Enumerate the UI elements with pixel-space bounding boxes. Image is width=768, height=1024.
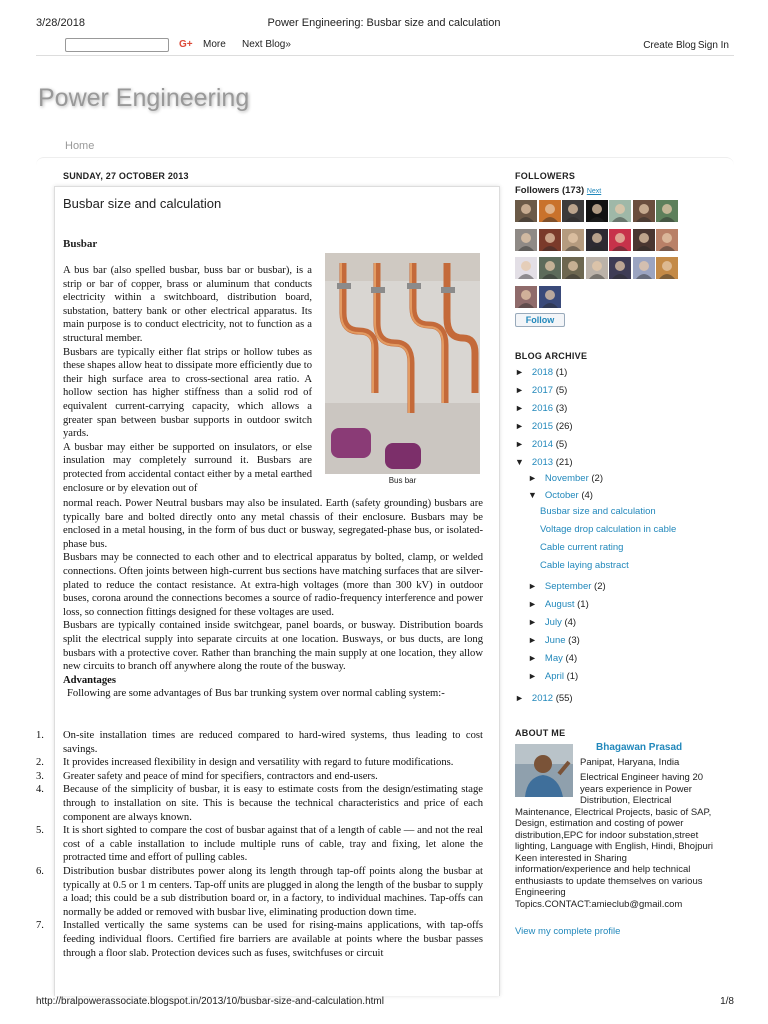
list-item-number: 6.	[36, 865, 44, 877]
list-item-text: Installed vertically the same systems can be used for rising-mains applications, with tap-offs feeding individual floors. Certified fire barriers are available at points where the busbar passes through a floor slab. Protection devices such as fuses, switchfuses or circuit	[63, 920, 483, 959]
follower-avatar[interactable]	[633, 257, 655, 279]
list-item-number: 4.	[36, 784, 44, 796]
followers-heading: FOLLOWERS	[515, 171, 576, 181]
follower-avatar[interactable]	[656, 229, 678, 251]
follower-avatar[interactable]	[633, 200, 655, 222]
follower-avatar[interactable]	[609, 200, 631, 222]
list-item-text: Because of the simplicity of busbar, it is easy to estimate costs from the design/estimating stage through to installation on site. This is because the technical characteristics and price of each component are always known.	[63, 784, 483, 823]
archive-item[interactable]	[515, 385, 567, 396]
follower-avatar[interactable]	[656, 200, 678, 222]
archive-item[interactable]	[515, 693, 573, 704]
archive-item[interactable]	[528, 599, 589, 610]
print-page-number: 1/8	[720, 996, 734, 1007]
archive-count: (1)	[577, 599, 589, 610]
archive-count: (55)	[555, 693, 573, 704]
toggle-arrow-icon[interactable]: ►	[515, 403, 524, 413]
archive-item[interactable]	[528, 581, 606, 592]
follower-avatar[interactable]	[539, 200, 561, 222]
archive-count: (2)	[594, 581, 606, 592]
sign-in-link[interactable]: Sign In	[697, 40, 729, 51]
blog-title[interactable]: Power Engineering	[38, 84, 250, 112]
author-description	[515, 772, 715, 910]
follower-avatar[interactable]	[586, 229, 608, 251]
archive-label[interactable]: 2015	[531, 421, 554, 432]
archive-item[interactable]	[515, 457, 573, 468]
follower-avatar[interactable]	[562, 200, 584, 222]
archive-item[interactable]	[528, 490, 593, 501]
list-item-number: 7.	[36, 920, 44, 932]
archive-item[interactable]	[515, 367, 567, 378]
archive-count: (4)	[565, 653, 578, 664]
view-profile-link[interactable]: View my complete profile	[515, 926, 621, 937]
author-name[interactable]: Bhagawan Prasad	[596, 742, 683, 753]
follower-avatar[interactable]	[656, 257, 678, 279]
post-subheading: Busbar	[63, 238, 98, 250]
list-item	[36, 919, 483, 960]
toggle-arrow-icon[interactable]: ►	[528, 599, 537, 609]
advantages-heading: Advantages	[63, 674, 116, 686]
follower-avatar[interactable]	[633, 229, 655, 251]
archive-label[interactable]: 2013	[531, 457, 554, 468]
archive-label[interactable]: September	[544, 581, 592, 592]
archive-label[interactable]: October	[544, 490, 579, 501]
archive-post-link[interactable]: Cable laying abstract	[540, 560, 629, 571]
post-paragraph: Busbars are typically contained inside switchgear, panel boards, or busway. Distribution boards split the electrical supply into separate circuits at one location. Busways, or bus ducts, are long busbars with a protective cover. Rather than branching the main supply at one location, they allow new circuits to branch off anywhere along the route of the busway.	[63, 620, 483, 673]
follower-avatar[interactable]	[609, 229, 631, 251]
list-item-text: It provides increased flexibility in design and versatility with regard to future modifications.	[63, 757, 454, 769]
post-date: SUNDAY, 27 OCTOBER 2013	[63, 171, 189, 181]
archive-label[interactable]: July	[544, 617, 562, 628]
post-title[interactable]: Busbar size and calculation	[63, 196, 222, 211]
post-paragraph: A bus bar (also spelled busbar, buss bar or busbar), is a strip or bar of copper, brass or aluminum that conducts electricity within a switchboard, distribution board, substation, battery bank or other electrical apparatus. Its main purpose is to conduct electricity, not to function as a structural member.	[63, 265, 312, 344]
follow-button[interactable]: Follow	[515, 313, 565, 327]
toggle-arrow-icon[interactable]: ►	[528, 653, 537, 663]
archive-post-link[interactable]: Cable current rating	[540, 542, 624, 553]
about-me-heading: ABOUT ME	[515, 728, 566, 738]
archive-count: (4)	[581, 490, 593, 501]
follower-avatar[interactable]	[586, 257, 608, 279]
image-caption: Bus bar	[388, 476, 417, 485]
archive-label[interactable]: 2018	[531, 367, 554, 378]
busbar-photo[interactable]	[325, 253, 480, 474]
toggle-arrow-icon[interactable]: ►	[528, 671, 537, 681]
print-url: http://bralpowerassociate.blogspot.in/2013/10/busbar-size-and-calculation.html	[36, 996, 384, 1007]
archive-label[interactable]: April	[544, 671, 564, 682]
follower-avatar[interactable]	[539, 286, 561, 308]
post-body-intro	[63, 264, 312, 495]
list-item-number: 1.	[36, 730, 44, 741]
archive-count: (4)	[564, 617, 577, 628]
list-item-number: 2.	[36, 757, 44, 769]
follower-avatar[interactable]	[609, 257, 631, 279]
followers-count	[515, 185, 601, 196]
archive-label[interactable]: 2016	[531, 403, 554, 414]
list-item-text: It is short sighted to compare the cost of busbar against that of a length of cable — and not the real cost of a cable installation to include multiple runs of cable, tray and fixing, let alone the protracted time and effort of pulling cables.	[63, 825, 483, 864]
follower-avatar[interactable]	[562, 257, 584, 279]
archive-post-link[interactable]: Busbar size and calculation	[540, 506, 656, 517]
follower-avatar[interactable]	[586, 200, 608, 222]
archive-label[interactable]: June	[544, 635, 566, 646]
archive-count: (5)	[555, 439, 568, 450]
archive-item[interactable]	[515, 403, 567, 414]
toggle-arrow-icon[interactable]: ►	[515, 421, 524, 431]
archive-post-link[interactable]: Voltage drop calculation in cable	[540, 524, 677, 535]
list-item-text: Greater safety and peace of mind for specifiers, contractors and end-users.	[63, 770, 378, 782]
blogger-navbar	[36, 34, 734, 56]
toggle-arrow-icon[interactable]: ►	[515, 367, 524, 377]
archive-count: (3)	[568, 635, 580, 646]
post-paragraph: Busbars are typically either flat strips or hollow tubes as these shapes allow heat to dissipate more efficiently due to their high surface area to cross-sectional area ratio. A hollow section has higher stiffness than a solid rod of equivalent current-carrying capacity, which allows a greater span between busbar supports in outdoor switch yards.	[63, 346, 312, 440]
toggle-arrow-icon[interactable]: ►	[528, 617, 537, 627]
list-item	[36, 756, 483, 770]
archive-item[interactable]	[528, 617, 576, 628]
toggle-arrow-icon[interactable]: ►	[528, 473, 537, 483]
archive-label[interactable]: August	[544, 599, 575, 610]
blog-archive-heading: BLOG ARCHIVE	[515, 351, 588, 361]
post-body-main	[63, 497, 483, 701]
followers-label: Followers (173)	[515, 185, 585, 196]
toggle-arrow-icon[interactable]: ►	[528, 581, 537, 591]
archive-item[interactable]	[515, 421, 573, 432]
list-item	[36, 770, 483, 784]
post-paragraph: A busbar may either be supported on insulators, or else insulation may completely surround it. Busbars are protected from accidental contact either by a metal earthed enclosure or by elevation out of	[63, 441, 312, 494]
follower-avatar[interactable]	[539, 257, 561, 279]
archive-count: (26)	[555, 421, 573, 432]
next-blog-link[interactable]: Next Blog»	[242, 39, 291, 50]
search-input[interactable]	[65, 38, 169, 52]
toggle-arrow-icon[interactable]: ▼	[528, 490, 537, 500]
google-plus-button[interactable]: G+	[179, 39, 193, 50]
list-item	[36, 783, 483, 824]
author-location: Panipat, Haryana, India	[580, 757, 680, 768]
author-description-first: Electrical Engineer having 20 years experience in Power Distribution, Electrical	[580, 772, 704, 806]
archive-count: (1)	[566, 671, 579, 682]
list-item	[36, 824, 483, 865]
follower-avatar[interactable]	[515, 200, 537, 222]
follower-avatar[interactable]	[539, 229, 561, 251]
print-date: 3/28/2018	[36, 17, 85, 29]
archive-item[interactable]	[528, 473, 603, 484]
toggle-arrow-icon[interactable]: ►	[515, 385, 524, 395]
follower-avatar[interactable]	[515, 229, 537, 251]
archive-count: (2)	[591, 473, 604, 484]
follower-avatar[interactable]	[515, 257, 537, 279]
archive-label[interactable]: 2017	[531, 385, 554, 396]
followers-next-link[interactable]: Next	[586, 188, 602, 195]
list-item-text: Distribution busbar distributes power along its length through tap-off points along the busbar at typically at 0.5 or 1 m centers. Tap-off units are plugged in along the length of the busbar to supply a load; this could be a sub distribution board or, in a factory, to individual machines. Tap-offs can normally be added or removed with busbar live, eliminating production down time.	[63, 865, 483, 918]
list-item-number: 5.	[36, 825, 44, 837]
advantages-intro: Following are some advantages of Bus bar trunking system over normal cabling system:-	[67, 688, 445, 700]
post-paragraph: Busbars may be connected to each other and to electrical apparatus by bolted, clamp, or welded connections. Often joints between high-current bus sections have matching surfaces that are silver-plated to reduce the contact resistance. At extra-high voltages (more than 300 kV) in outdoor buses, corona around the connections becomes a source of radio-frequency interference and power loss, so connection fittings designed for these voltages are used.	[63, 552, 483, 618]
toggle-arrow-icon[interactable]: ▼	[515, 457, 524, 467]
toggle-arrow-icon[interactable]: ►	[515, 439, 524, 449]
tab-home[interactable]: Home	[65, 140, 95, 152]
archive-count: (1)	[555, 367, 568, 378]
archive-item[interactable]	[528, 653, 577, 664]
list-item-text: On-site installation times are reduced compared to hard-wired systems, thus leading to cost savings.	[63, 730, 483, 755]
toggle-arrow-icon[interactable]: ►	[515, 693, 524, 703]
print-title: Power Engineering: Busbar size and calculation	[267, 17, 501, 29]
more-link[interactable]: More	[203, 39, 226, 50]
post-paragraph: normal reach. Power Neutral busbars may also be insulated. Earth (safety grounding) busbars are typically bare and bolted directly onto any metal chassis of their enclosure. Busbars may be enclosed in a metal housing, in the form of bus duct or busway, segregated-phase bus, or isolated-phase bus.	[63, 498, 483, 550]
list-item-number: 3.	[36, 770, 44, 782]
archive-label[interactable]: November	[544, 473, 589, 484]
author-description-rest: Maintenance, Electrical Projects, basic of SAP, Design, estimation and costing of power distribution,EPC for indoor substation,street lighting, Language with English, Hindi, Bhojpuri Keen interested in Sharing information/experience and help technical enthusiasts to update themselves on various Engineering Topics.CONTACT:amieclub@gmail.com	[515, 806, 714, 910]
archive-label[interactable]: 2014	[531, 439, 554, 450]
archive-count: (3)	[555, 403, 568, 414]
follower-avatar[interactable]	[562, 229, 584, 251]
archive-item[interactable]	[515, 439, 567, 450]
toggle-arrow-icon[interactable]: ►	[528, 635, 537, 645]
follower-avatar[interactable]	[515, 286, 537, 308]
create-blog-link[interactable]: Create Blog	[643, 40, 696, 51]
archive-label[interactable]: May	[544, 653, 563, 664]
list-item	[36, 865, 483, 919]
archive-count: (21)	[555, 457, 573, 468]
advantages-list	[36, 729, 483, 960]
archive-label[interactable]: 2012	[531, 693, 554, 704]
archive-item[interactable]	[528, 671, 578, 682]
archive-count: (5)	[555, 385, 568, 396]
list-item	[36, 729, 483, 756]
archive-item[interactable]	[528, 635, 580, 646]
